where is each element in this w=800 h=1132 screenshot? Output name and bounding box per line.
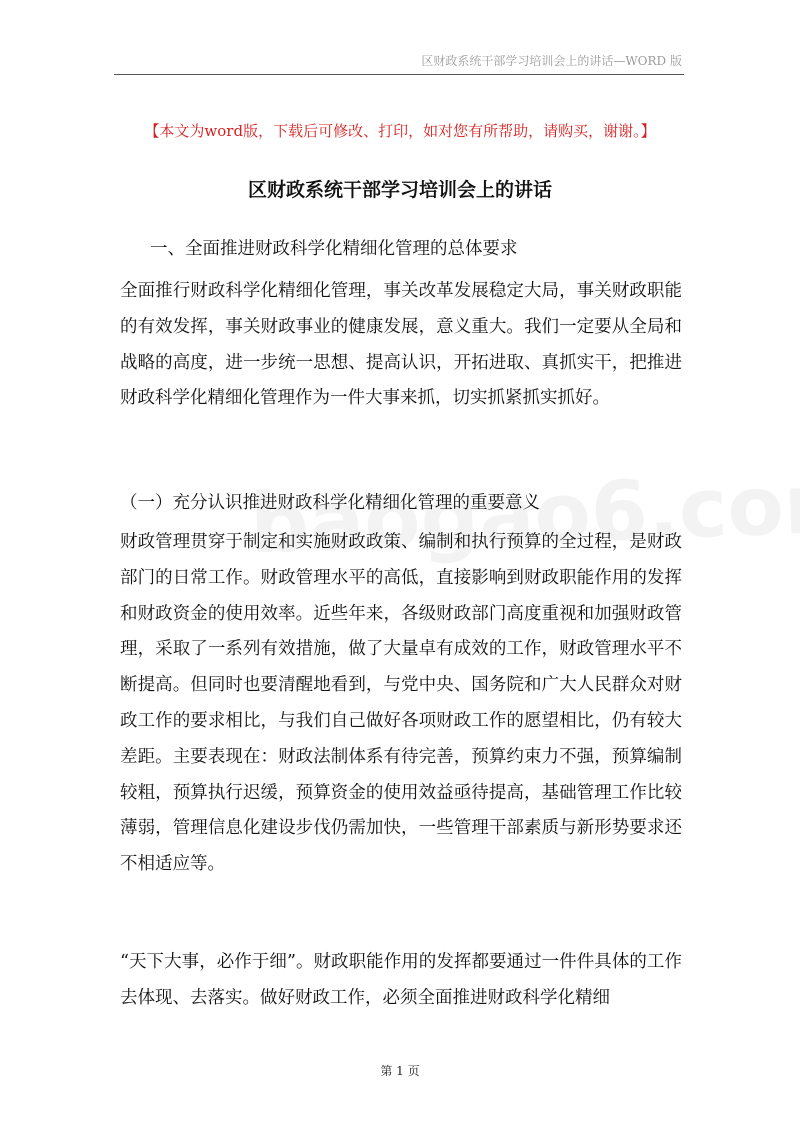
paragraph-1: 全面推行财政科学化精细化管理，事关改革发展稳定大局，事关财政职能的有效发挥，事关财政事业的健康发展，意义重大。我们一定要从全局和战略的高度，进一步统一思想、提高认识，开拓进取、真抓实干，把推进财政科学化精细化管理作为一件大事来抓，切实抓紧抓实抓好。 bbox=[120, 281, 682, 409]
running-header: 区财政系统干部学习培训会上的讲话—WORD 版 bbox=[421, 54, 682, 68]
header-divider bbox=[114, 74, 684, 75]
document-title: 区财政系统干部学习培训会上的讲话 bbox=[247, 179, 552, 201]
paragraph-3: “天下大事，必作于细”。财政职能作用的发挥都要通过一件件具体的工作去体现、去落实。做好财政工作，必须全面推进财政科学化精细 bbox=[120, 952, 682, 1008]
purchase-notice: 【本文为word版，下载后可修改、打印，如对您有所帮助，请购买，谢谢。】 bbox=[144, 122, 656, 140]
section-heading-2: （一）充分认识推进财政科学化精细化管理的重要意义 bbox=[120, 493, 540, 513]
page-number: 第 1 页 bbox=[380, 1064, 420, 1078]
paragraph-2: 财政管理贯穿于制定和实施财政政策、编制和执行预算的全过程，是财政部门的日常工作。财政管理水平的高低，直接影响到财政职能作用的发挥和财政资金的使用效率。近些年来，各级财政部门高度重视和加强财政管理，采取了一系列有效措施，做了大量卓有成效的工作，财政管理水平不断提高。但同时也要清醒地看到，与党中央、国务院和广大人民群众对财政工作的要求相比，与我们自己做好各项财政工作的愿望相比，仍有较大差距。主要表现在：财政法制体系有待完善，预算约束力不强，预算编制较粗，预算执行迟缓，预算资金的使用效益亟待提高，基础管理工作比较薄弱，管理信息化建设步伐仍需加快，一些管理干部素质与新形势要求还不相适应等。 bbox=[120, 532, 682, 875]
section-heading-1: 一、全面推进财政科学化精细化管理的总体要求 bbox=[150, 239, 518, 259]
